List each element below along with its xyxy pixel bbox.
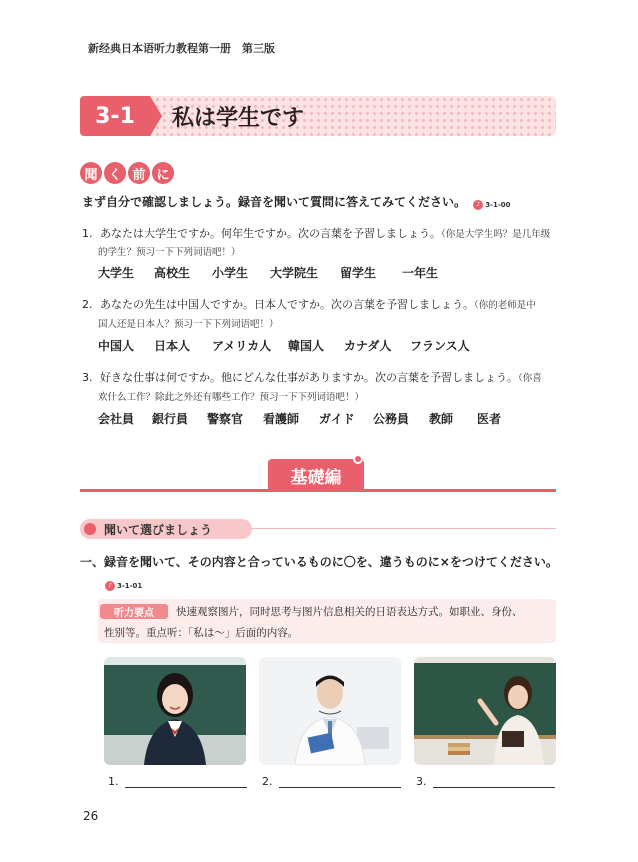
question-translation: （你是大学生吗？是几年级 <box>441 229 551 240</box>
vocab-word: 小学生 <box>212 266 249 280</box>
section-title: 基礎編 <box>268 459 364 491</box>
question-translation-cont: 的学生？预习一下下列词语吧！） <box>98 247 241 258</box>
vocab-word: 医者 <box>477 412 502 426</box>
exercise-audio-button[interactable] <box>105 579 142 593</box>
vocab-word: 会社員 <box>98 412 135 426</box>
answer-number: 2. <box>262 775 273 788</box>
intro-text: まず自分で確認しましょう。録音を聞いて質問に答えてみてください。 <box>82 195 467 209</box>
question-translation: （你的老师是中 <box>474 300 536 311</box>
subsection-title: 聞いて選びましょう <box>104 522 213 537</box>
vocab-row-2 <box>98 337 470 354</box>
doctor-photo <box>259 657 401 765</box>
tip-text-cont: 性别等。重点听：「私は～」后面的内容。 <box>104 627 299 639</box>
prelisten-char: に <box>152 162 174 184</box>
vocab-word: 大学院生 <box>270 266 319 280</box>
subsection-pill <box>80 519 252 539</box>
question-1 <box>82 225 550 241</box>
prelisten-char: 前 <box>128 162 150 184</box>
question-translation: （你喜 <box>518 373 542 384</box>
exercise-audio[interactable] <box>102 577 142 593</box>
running-header: 新经典日本语听力教程第一册 第三版 <box>88 42 275 55</box>
vocab-word: フランス人 <box>410 339 470 353</box>
question-text: 好きな仕事は何ですか。他にどんな仕事がありますか。次の言葉を予習しましょう。 <box>100 371 518 384</box>
tip-label <box>100 604 168 619</box>
question-number: 2. <box>82 298 93 311</box>
lesson-banner <box>80 96 556 136</box>
audio-code: 3-1-00 <box>485 201 511 209</box>
answer-number: 1. <box>108 775 119 788</box>
audio-icon: ♪ <box>105 581 115 591</box>
vocab-word: 銀行員 <box>152 412 189 426</box>
vocab-word: 看護師 <box>263 412 300 426</box>
tip-label-text: 听力要点 <box>114 608 154 619</box>
question-text: あなたの先生は中国人ですか。日本人ですか。次の言葉を予習しましょう。 <box>100 298 474 311</box>
answer-blank[interactable] <box>433 776 555 788</box>
prelisten-badge <box>80 162 174 184</box>
pill-dot-icon <box>84 523 96 535</box>
vocab-word: 中国人 <box>98 339 135 353</box>
answer-number: 3. <box>416 775 427 788</box>
vocab-word: 一年生 <box>402 266 439 280</box>
question-number: 3. <box>82 371 93 384</box>
vocab-word: アメリカ人 <box>212 339 272 353</box>
question-translation-cont: 欢什么工作？除此之外还有哪些工作？预习一下下列词语吧！） <box>98 392 365 403</box>
audio-code: 3-1-01 <box>117 582 143 590</box>
intro-instruction <box>82 195 511 212</box>
question-3 <box>82 369 542 385</box>
vocab-word: 警察官 <box>207 412 244 426</box>
intro-audio[interactable] <box>473 198 510 212</box>
section-dot <box>353 454 363 464</box>
vocab-word: カナダ人 <box>344 339 392 353</box>
answer-blank[interactable] <box>125 776 247 788</box>
vocab-word: 教師 <box>429 412 454 426</box>
audio-icon: ♪ <box>473 200 483 210</box>
vocab-word: 高校生 <box>154 266 191 280</box>
prelisten-char: 聞 <box>80 162 102 184</box>
question-2 <box>82 296 536 312</box>
vocab-word: 留学生 <box>340 266 377 280</box>
answer-3[interactable] <box>416 775 555 788</box>
vocab-row-3 <box>98 410 501 427</box>
vocab-word: 日本人 <box>154 339 191 353</box>
vocab-word: 韓国人 <box>288 339 325 353</box>
answer-1[interactable] <box>108 775 247 788</box>
schoolgirl-photo <box>104 657 246 765</box>
lesson-number: 3-1 <box>80 96 150 136</box>
prelisten-char: く <box>104 162 126 184</box>
question-text: あなたは大学生ですか。何年生ですか。次の言葉を予習しましょう。 <box>100 227 441 240</box>
vocab-row-1 <box>98 264 438 281</box>
lesson-arrow-icon <box>150 96 162 136</box>
question-translation-cont: 国人还是日本人？预习一下下列词语吧！） <box>98 319 279 330</box>
question-number: 1. <box>82 227 93 240</box>
lesson-title: 私は学生です <box>172 106 305 131</box>
vocab-word: ガイド <box>319 412 355 426</box>
vocab-word: 大学生 <box>98 266 135 280</box>
page-number: 26 <box>83 809 99 823</box>
teacher-photo <box>414 657 556 765</box>
answer-2[interactable] <box>262 775 401 788</box>
tip-text: 快速观察图片，同时思考与图片信息相关的日语表达方式。如职业、身份、 <box>176 606 523 618</box>
answer-blank[interactable] <box>279 776 401 788</box>
exercise-instruction: 一、録音を聞いて、その内容と合っているものに〇を、違うものに×をつけてください。 <box>80 555 558 569</box>
vocab-word: 公務員 <box>373 412 410 426</box>
